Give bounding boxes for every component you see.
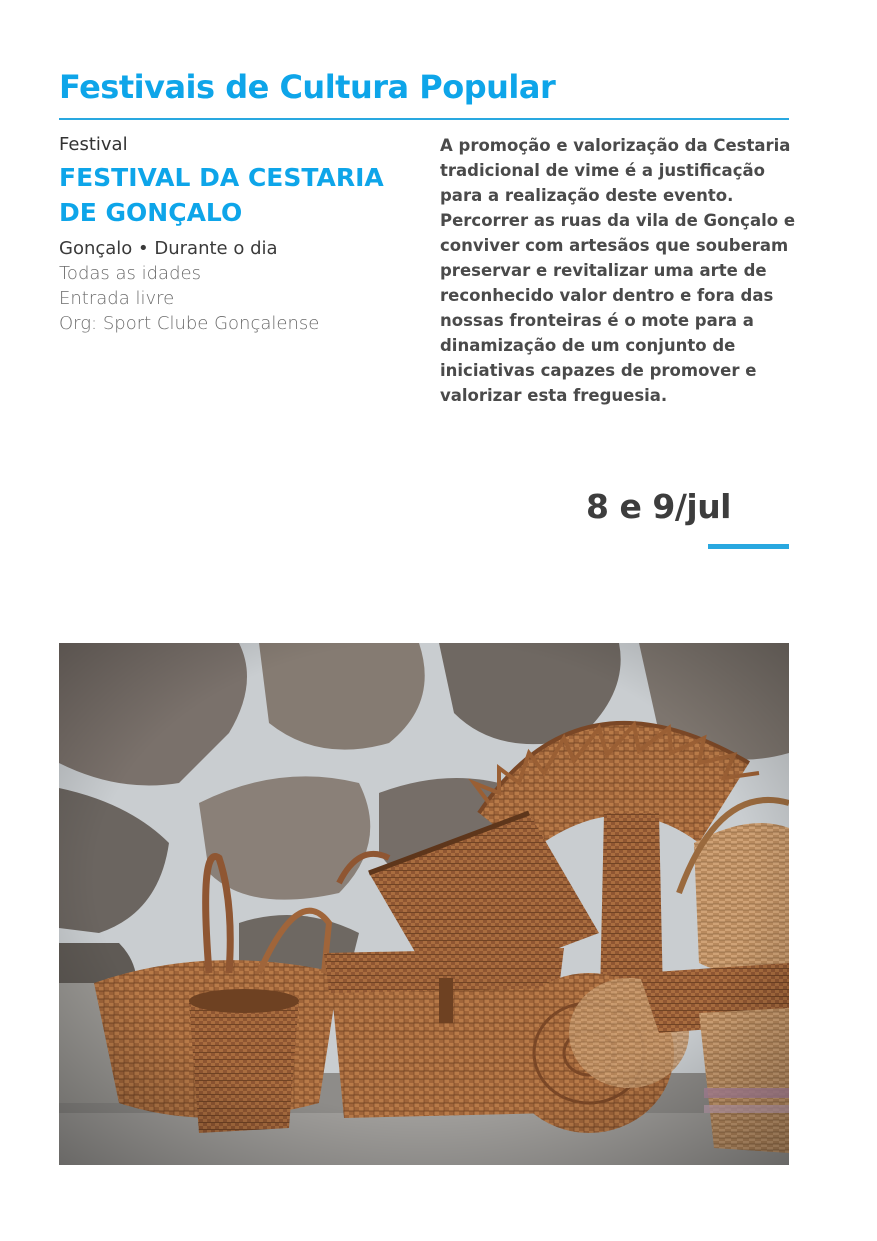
description-line: para a realização deste evento. xyxy=(440,186,734,205)
description-line: reconhecido valor dentro e fora das xyxy=(440,286,774,305)
wicker-baskets-photo xyxy=(59,643,789,1165)
description-line: iniciativas capazes de promover e xyxy=(440,361,757,380)
event-admission: Entrada livre xyxy=(59,288,175,309)
description-line: nossas fronteiras é o mote para a xyxy=(440,311,754,330)
description-line: conviver com artesãos que souberam xyxy=(440,236,789,255)
event-title-line-2: DE GONÇALO xyxy=(59,198,243,227)
event-description xyxy=(440,133,800,408)
description-line: valorizar esta freguesia. xyxy=(440,386,668,405)
title-divider xyxy=(59,118,789,120)
description-line: A promoção e valorização da Cestaria xyxy=(440,136,791,155)
event-date: 8 e 9/jul xyxy=(586,487,731,526)
description-line: Percorrer as ruas da vila de Gonçalo e xyxy=(440,211,796,230)
description-line: dinamização de um conjunto de xyxy=(440,336,736,355)
event-title-line-1: FESTIVAL DA CESTARIA xyxy=(59,163,384,192)
event-title xyxy=(59,160,419,230)
event-category: Festival xyxy=(59,134,128,155)
event-location-time: Gonçalo • Durante o dia xyxy=(59,238,278,259)
event-organizer: Org: Sport Clube Gonçalense xyxy=(59,313,320,334)
section-title: Festivais de Cultura Popular xyxy=(59,68,556,106)
description-line: preservar e revitalizar uma arte de xyxy=(440,261,767,280)
event-audience: Todas as idades xyxy=(59,263,201,284)
date-underline xyxy=(708,544,789,549)
description-line: tradicional de vime é a justificação xyxy=(440,161,765,180)
event-info xyxy=(59,134,419,336)
